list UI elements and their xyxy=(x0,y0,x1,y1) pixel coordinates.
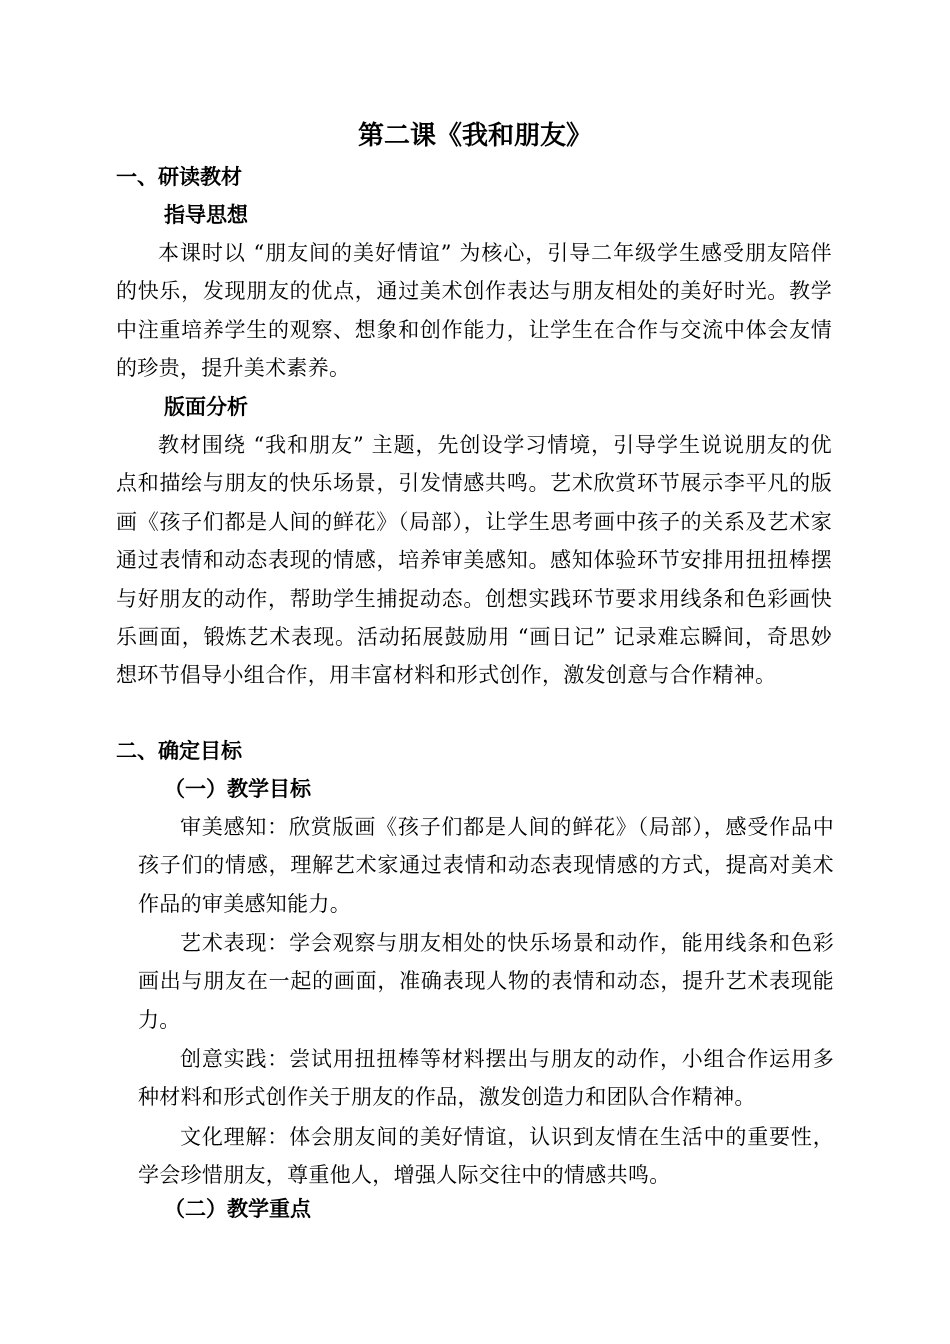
objective-cultural-understanding: 文化理解：体会朋友间的美好情谊，认识到友情在生活中的重要性，学会珍惜朋友，尊重他人，增强人际交往中的情感共鸣。 xyxy=(138,1125,834,1188)
subheading-teaching-objectives: （一）教学目标 xyxy=(164,776,311,801)
section-heading-set-goals: 二、确定目标 xyxy=(116,738,242,763)
objective-aesthetic-perception: 审美感知：欣赏版画《孩子们都是人间的鲜花》（局部），感受作品中孩子们的情感，理解艺术家通过表情和动态表现情感的方式，提高对美术作品的审美感知能力。 xyxy=(138,815,834,916)
subheading-guiding-thought: 指导思想 xyxy=(164,202,248,227)
subheading-teaching-key-points: （二）教学重点 xyxy=(164,1196,311,1221)
objective-artistic-expression: 艺术表现：学会观察与朋友相处的快乐场景和动作，能用线条和色彩画出与朋友在一起的画面，准确表现人物的表情和动态，提升艺术表现能力。 xyxy=(138,931,834,1032)
paragraph-layout-analysis: 教材围绕 “我和朋友” 主题，先创设学习情境，引导学生说说朋友的优点和描绘与朋友的快乐场景，引发情感共鸣。艺术欣赏环节展示李平凡的版画《孩子们都是人间的鲜花》（局部），让学生思考画中孩子的关系及艺术家通过表情和动态表现的情感，培养审美感知。感知体验环节安排用扭扭棒摆与好朋友的动作，帮助学生捕捉动态。创想实践环节要求用线条和色彩画快乐画面，锻炼艺术表现。活动拓展鼓励用 “画日记” 记录难忘瞬间，奇思妙想环节倡导小组合作，用丰富材料和形式创作，激发创意与合作精神。 xyxy=(116,433,832,688)
subheading-layout-analysis: 版面分析 xyxy=(164,394,248,419)
objective-creative-practice: 创意实践：尝试用扭扭棒等材料摆出与朋友的动作，小组合作运用多种材料和形式创作关于朋友的作品，激发创造力和团队合作精神。 xyxy=(138,1047,834,1110)
paragraph-guiding-thought: 本课时以 “朋友间的美好情谊” 为核心，引导二年级学生感受朋友陪伴的快乐，发现朋友的优点，通过美术创作表达与朋友相处的美好时光。教学中注重培养学生的观察、想象和创作能力，让学生在合作与交流中体会友情的珍贵，提升美术素养。 xyxy=(116,241,832,381)
page-title: 第二课《我和朋友》 xyxy=(357,121,592,151)
section-heading-study-materials: 一、研读教材 xyxy=(116,164,242,189)
